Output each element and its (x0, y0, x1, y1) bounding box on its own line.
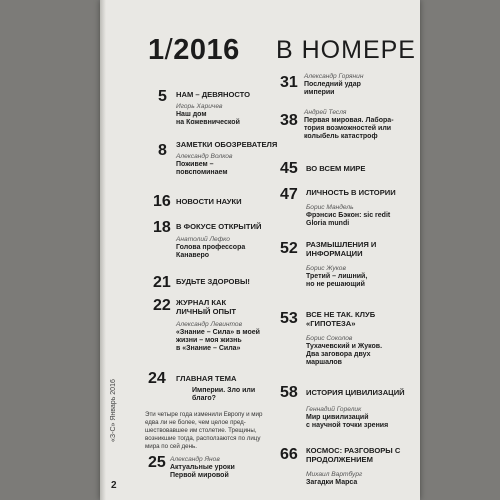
rubric: В ФОКУСЕ ОТКРЫТИЙ (176, 222, 262, 231)
author: Александр Волков (176, 153, 233, 160)
toc-entry[interactable] (306, 188, 418, 228)
article-title: Два заговора двух (306, 351, 371, 359)
author: Геннадий Горелик (306, 406, 362, 413)
article-title: Поживем – (176, 161, 214, 168)
rubric: ГЛАВНАЯ ТЕМА (176, 374, 237, 383)
author: Андрей Тесля (304, 109, 347, 116)
toc-entry[interactable] (176, 374, 288, 403)
article-title: Первая мировая. Лабора- (304, 117, 394, 124)
article-title: тория возможностей или (304, 125, 392, 133)
article-title: «Знание – Сила» в моей (176, 329, 260, 336)
issue-side-label: «З-С» Январь 2016 (110, 379, 117, 442)
toc-entry[interactable] (306, 310, 418, 368)
article-title: в «Знание – Сила» (176, 345, 241, 353)
rubric: ЖУРНАЛ КАК ЛИЧНЫЙ ОПЫТ (176, 298, 237, 316)
article-title: колыбель катастроф (304, 133, 378, 141)
page-number-66: 66 (280, 446, 298, 463)
author: Борис Мандель (306, 204, 354, 211)
toc-entry[interactable] (306, 240, 416, 289)
toc-entry[interactable] (170, 455, 282, 480)
article-title: Мир цивилизаций (306, 414, 369, 421)
toc-entry[interactable] (176, 222, 286, 260)
page-number-52: 52 (280, 240, 298, 257)
page-number-53: 53 (280, 310, 298, 327)
article-title: Канаверо (176, 252, 210, 260)
author: Михаил Вартбург (306, 471, 363, 478)
toc-entry[interactable] (176, 277, 286, 286)
page-number-31: 31 (280, 74, 298, 91)
article-title: жизни – моя жизнь (176, 337, 242, 345)
toc-entry[interactable] (176, 90, 286, 127)
page-number-8: 8 (158, 142, 167, 159)
page-number-21: 21 (153, 274, 171, 291)
toc-entry[interactable] (304, 72, 416, 97)
page-number-5: 5 (158, 88, 167, 105)
article-title: Наш дом (176, 111, 207, 118)
issue-number: 1/2016 (148, 34, 240, 66)
snippet-line: шествовавшее им столетие. Трещины, (145, 427, 257, 434)
toc-entry[interactable] (176, 298, 288, 354)
article-title: повспоминаем (176, 169, 228, 177)
toc-entry[interactable] (306, 446, 420, 487)
snippet-line: мира по сей день. (145, 443, 197, 450)
article-title: Третий – лишний, (306, 273, 368, 280)
author: Игорь Харичев (176, 103, 223, 110)
article-title: на Кожевнической (176, 119, 240, 127)
rubric: НАМ – ДЕВЯНОСТО (176, 90, 251, 99)
page-number-24: 24 (148, 370, 166, 387)
article-title: но не решающий (306, 281, 365, 289)
author: Александр Янов (170, 456, 220, 463)
snippet-line: Эти четыре года изменили Европу и мир (145, 411, 263, 418)
magazine-page (100, 0, 420, 500)
toc-entry[interactable] (176, 197, 286, 206)
author: Анатолий Лефко (176, 236, 230, 243)
rubric: ЛИЧНОСТЬ В ИСТОРИИ (306, 188, 396, 197)
rubric: КОСМОС: РАЗГОВОРЫ С ПРОДОЛЖЕНИЕМ (306, 446, 401, 464)
article-title: Загадки Марса (306, 479, 358, 486)
article-title: Фрэнсис Бэкон: sic redit (306, 212, 391, 219)
page-number-58: 58 (280, 384, 298, 401)
rubric: РАЗМЫШЛЕНИЯ И ИНФОРМАЦИИ (306, 240, 377, 258)
page-number-16: 16 (153, 193, 171, 210)
toc-entry[interactable] (306, 164, 416, 173)
rubric: ЗАМЕТКИ ОБОЗРЕВАТЕЛЯ (176, 140, 278, 149)
folio-page-number: 2 (111, 480, 117, 491)
article-title: Первой мировой (170, 472, 229, 480)
article-title: Тухачевский и Жуков. (306, 343, 383, 350)
page-title: В НОМЕРЕ (276, 36, 416, 64)
article-title: маршалов (306, 359, 342, 367)
page-number-45: 45 (280, 160, 298, 177)
author: Александр Горянин (304, 73, 364, 80)
page-number-22: 22 (153, 297, 171, 314)
article-title: Голова профессора (176, 244, 246, 251)
article-title: Gloria mundi (306, 220, 350, 228)
snippet-line: возникшие тогда, расползаются по лицу (145, 435, 261, 442)
article-title: благо? (192, 395, 216, 403)
author: Александр Левинтов (176, 321, 243, 328)
main-theme-snippet (145, 411, 295, 451)
page-number-25: 25 (148, 454, 166, 471)
toc-entry[interactable] (306, 388, 420, 430)
page-number-18: 18 (153, 219, 171, 236)
article-title: Последний удар (304, 81, 361, 88)
toc-entry[interactable] (176, 140, 286, 177)
toc-entry[interactable] (304, 108, 418, 142)
page-number-38: 38 (280, 112, 298, 129)
rubric: ВО ВСЕМ МИРЕ (306, 164, 366, 173)
article-title: Актуальные уроки (170, 464, 235, 471)
article-title: империи (304, 89, 335, 97)
snippet-line: едва ли не более, чем целое пред- (145, 419, 246, 426)
rubric: ВСЕ НЕ ТАК. КЛУБ «ГИПОТЕЗА» (306, 310, 376, 328)
article-title: с научной точки зрения (306, 422, 389, 430)
article-title: Империи. Зло или (192, 387, 256, 394)
author: Борис Жуков (306, 265, 346, 272)
rubric: НОВОСТИ НАУКИ (176, 197, 242, 206)
page-spine (100, 0, 106, 500)
rubric: БУДЬТЕ ЗДОРОВЫ! (176, 277, 250, 286)
rubric: ИСТОРИЯ ЦИВИЛИЗАЦИЙ (306, 388, 405, 397)
author: Борис Соколов (306, 335, 353, 342)
page-number-47: 47 (280, 186, 298, 203)
